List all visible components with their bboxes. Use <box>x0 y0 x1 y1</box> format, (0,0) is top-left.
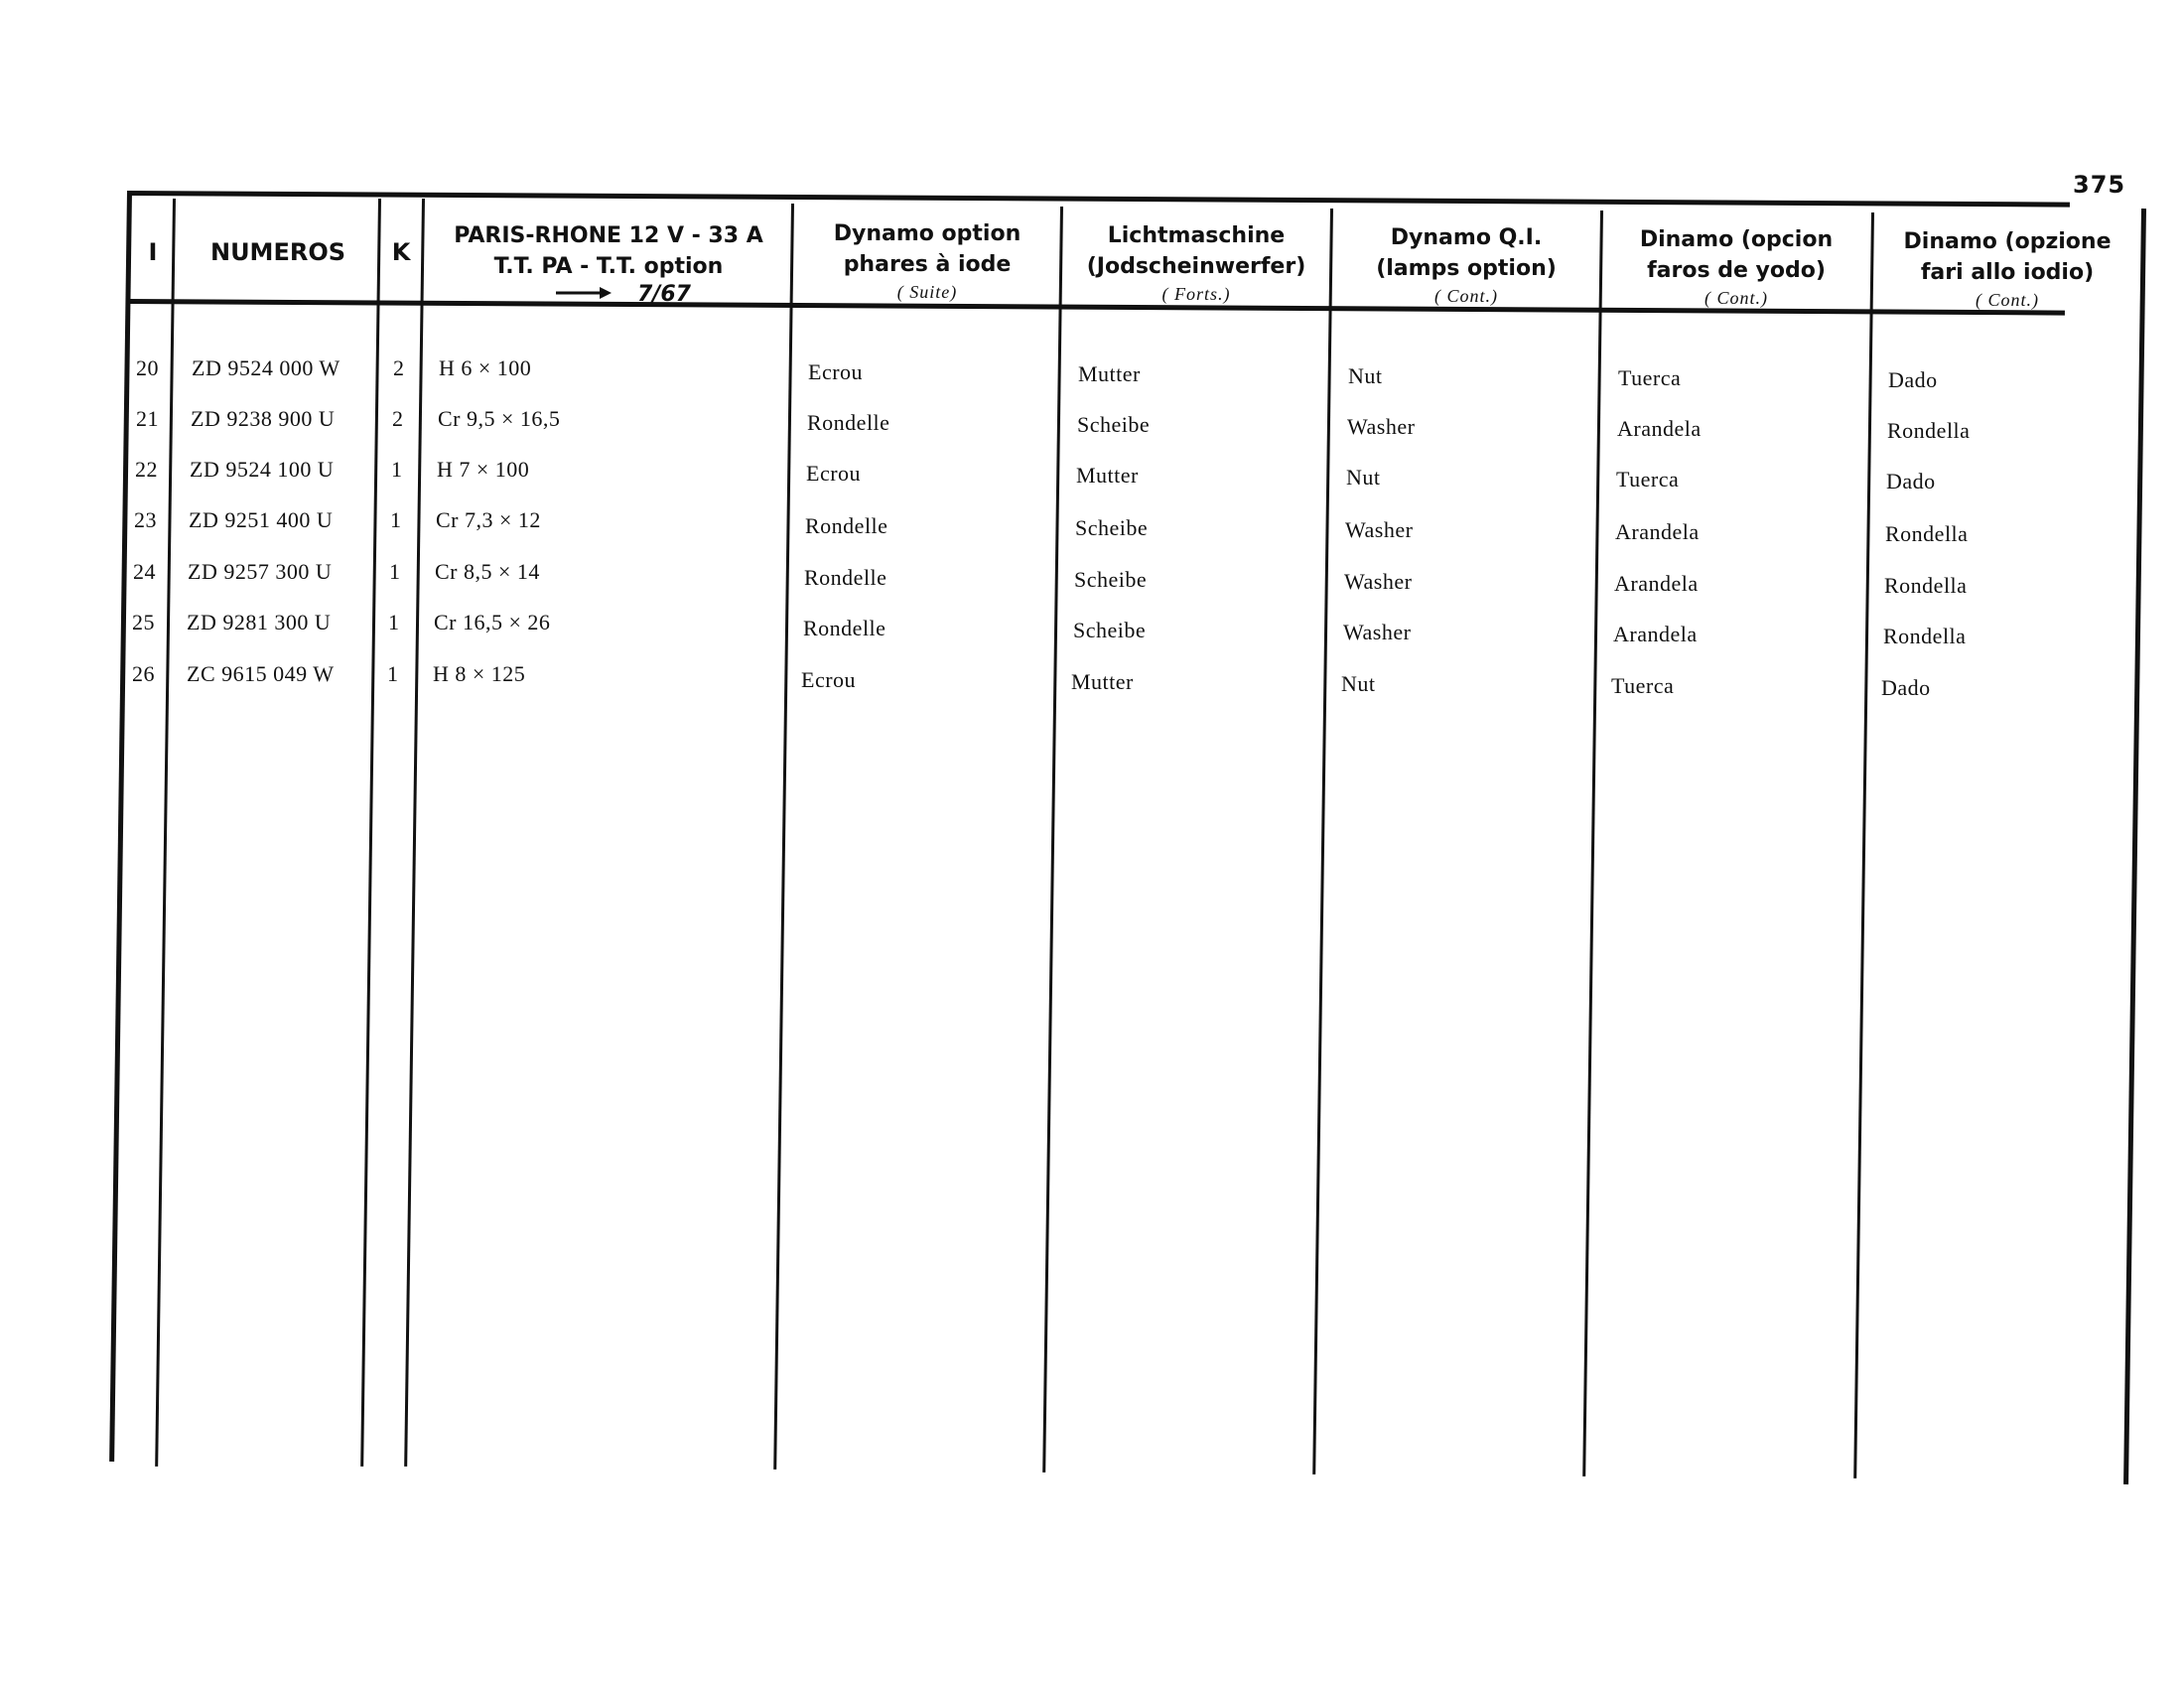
header-es-line1: Dinamo (opcion <box>1639 227 1834 252</box>
row-de: Scheibe <box>1074 567 1148 592</box>
row-numero: ZD 9251 400 U <box>189 507 334 532</box>
row-de: Scheibe <box>1077 412 1151 437</box>
row-es: Arandela <box>1614 571 1699 596</box>
row-index: 21 <box>136 406 159 431</box>
header-en-line2: (lamps option) <box>1376 256 1557 281</box>
col-divider-5 <box>1042 207 1063 1473</box>
row-fr: Ecrou <box>801 667 857 692</box>
header-fr-line1: Dynamo option <box>833 221 1022 246</box>
header-it <box>1874 226 2140 312</box>
row-de: Scheibe <box>1075 515 1149 540</box>
row-fr: Rondelle <box>807 410 890 435</box>
header-en <box>1333 222 1599 308</box>
row-es: Arandela <box>1613 622 1698 646</box>
row-en: Washer <box>1347 414 1416 439</box>
row-index: 24 <box>133 559 156 584</box>
header-de <box>1063 220 1329 306</box>
row-en: Nut <box>1348 363 1383 388</box>
header-fr-sub: ( Suite) <box>896 282 958 302</box>
row-es: Tuerca <box>1611 673 1675 698</box>
row-fr: Rondelle <box>805 513 888 538</box>
col-divider-7 <box>1582 211 1603 1477</box>
row-k: 1 <box>390 507 402 532</box>
row-it: Dado <box>1888 367 1938 392</box>
header-description-line1: PARIS-RHONE 12 V - 33 A <box>454 223 763 248</box>
row-index: 26 <box>132 661 155 686</box>
header-it-sub: ( Cont.) <box>1976 290 2039 310</box>
header-es-line2: faros de yodo) <box>1647 258 1826 283</box>
row-fr: Ecrou <box>808 359 864 384</box>
row-de: Mutter <box>1078 361 1141 386</box>
row-de: Mutter <box>1071 669 1134 694</box>
row-k: 2 <box>392 406 404 431</box>
row-de: Mutter <box>1076 463 1139 488</box>
header-de-sub: ( Forts.) <box>1161 284 1231 304</box>
header-es-sub: ( Cont.) <box>1705 288 1768 308</box>
row-it: Rondella <box>1883 624 1967 648</box>
row-description: H 8 × 125 <box>433 661 526 686</box>
row-numero: ZD 9524 100 U <box>190 457 335 482</box>
table-row <box>0 610 2184 649</box>
row-it: Rondella <box>1887 418 1971 443</box>
row-description: H 7 × 100 <box>437 457 530 482</box>
row-k: 1 <box>389 559 401 584</box>
col-divider-6 <box>1312 209 1333 1475</box>
row-fr: Ecrou <box>806 461 862 486</box>
row-de: Scheibe <box>1073 618 1147 642</box>
row-es: Arandela <box>1615 519 1700 544</box>
row-description: Cr 7,3 × 12 <box>436 507 541 532</box>
header-description-line2: T.T. PA - T.T. option <box>493 254 724 279</box>
header-fr <box>794 218 1060 304</box>
row-numero: ZD 9281 300 U <box>187 610 332 634</box>
page-number: 375 <box>2073 171 2126 199</box>
row-es: Tuerca <box>1616 467 1680 492</box>
row-index: 20 <box>136 355 159 380</box>
row-en: Nut <box>1341 671 1376 696</box>
row-es: Arandela <box>1617 416 1702 441</box>
table-row <box>0 559 2184 599</box>
header-k <box>381 238 421 266</box>
row-it: Rondella <box>1885 521 1969 546</box>
header-numeros-label: NUMEROS <box>209 238 346 266</box>
row-numero: ZD 9257 300 U <box>188 559 333 584</box>
header-de-line2: (Jodscheinwerfer) <box>1086 254 1306 279</box>
header-en-line1: Dynamo Q.I. <box>1390 225 1543 250</box>
row-index: 23 <box>134 507 157 532</box>
row-en: Nut <box>1346 465 1381 490</box>
row-k: 2 <box>393 355 405 380</box>
row-k: 1 <box>388 610 400 634</box>
row-it: Dado <box>1881 675 1931 700</box>
row-k: 1 <box>391 457 403 482</box>
row-description: Cr 16,5 × 26 <box>434 610 551 634</box>
table-row <box>0 457 2184 496</box>
row-k: 1 <box>387 661 399 686</box>
row-en: Washer <box>1344 569 1413 594</box>
arrow-right-icon <box>556 286 612 300</box>
row-en: Washer <box>1343 620 1412 644</box>
row-numero: ZC 9615 049 W <box>187 661 335 686</box>
header-k-label: K <box>391 238 411 266</box>
header-description-line3-wrap <box>427 282 790 306</box>
col-divider-8 <box>1853 212 1874 1478</box>
header-it-line1: Dinamo (opzione <box>1903 229 2112 254</box>
header-it-line2: fari allo iodio) <box>1920 260 2095 285</box>
table-row <box>0 661 2184 701</box>
row-fr: Rondelle <box>804 565 887 590</box>
row-en: Washer <box>1345 517 1414 542</box>
table-row <box>0 355 2184 395</box>
header-fr-line2: phares à iode <box>843 252 1012 277</box>
header-description-date: 7/67 <box>637 282 691 307</box>
row-description: H 6 × 100 <box>439 355 532 380</box>
row-fr: Rondelle <box>803 616 887 640</box>
header-index-label: I <box>148 238 158 266</box>
row-description: Cr 9,5 × 16,5 <box>438 406 561 431</box>
table-right-border <box>2123 209 2146 1484</box>
row-numero: ZD 9238 900 U <box>191 406 336 431</box>
row-it: Rondella <box>1884 573 1968 598</box>
table-row <box>0 507 2184 547</box>
row-it: Dado <box>1886 469 1936 493</box>
row-index: 25 <box>132 610 155 634</box>
row-numero: ZD 9524 000 W <box>192 355 341 380</box>
table-top-border <box>129 191 2070 208</box>
header-numeros <box>179 238 377 266</box>
header-de-line1: Lichtmaschine <box>1107 223 1286 248</box>
row-index: 22 <box>135 457 158 482</box>
header-en-sub: ( Cont.) <box>1434 286 1498 306</box>
row-description: Cr 8,5 × 14 <box>435 559 540 584</box>
header-description <box>427 220 790 306</box>
header-index <box>131 238 175 266</box>
row-es: Tuerca <box>1618 365 1682 390</box>
header-es <box>1603 224 1869 310</box>
table-row <box>0 406 2184 446</box>
